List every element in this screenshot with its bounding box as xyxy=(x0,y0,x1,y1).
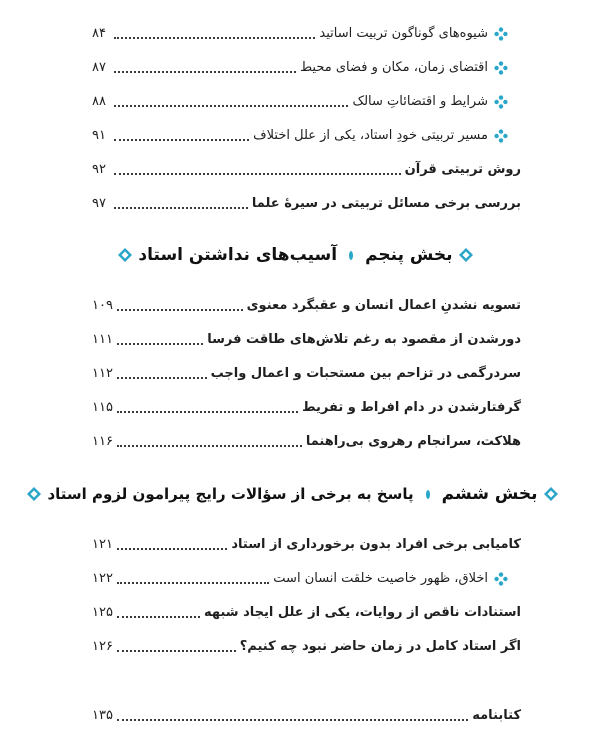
page-number: ۹۷ xyxy=(92,196,106,211)
leader-dots xyxy=(114,139,249,141)
section-ornament-icon xyxy=(459,248,473,262)
toc-entry[interactable] xyxy=(92,158,521,182)
flower-bullet-icon xyxy=(494,95,508,109)
toc-entry[interactable] xyxy=(92,362,521,386)
page-number: ۱۳۵ xyxy=(92,708,113,723)
page-number: ۸۴ xyxy=(92,26,106,41)
toc-entry[interactable] xyxy=(92,601,521,625)
page-number: ۱۱۶ xyxy=(92,434,113,449)
leader-dots xyxy=(114,207,248,209)
flower-bullet-icon xyxy=(494,572,508,586)
toc-entry[interactable] xyxy=(92,124,508,148)
section-heading xyxy=(47,484,538,504)
toc-entry-bibliography[interactable] xyxy=(92,704,521,728)
page-number: ۱۲۱ xyxy=(92,537,113,552)
toc-entry[interactable] xyxy=(92,396,521,420)
toc-entry-title: شرایط و اقتضائاتِ سالک xyxy=(352,94,488,109)
section-ornament-icon xyxy=(118,248,132,262)
toc-entry-title: کتابنامه xyxy=(472,708,521,723)
leader-dots xyxy=(114,105,348,107)
flower-bullet-icon xyxy=(494,61,508,75)
separator-dot-icon xyxy=(426,490,430,499)
page-number: ۱۱۵ xyxy=(92,400,113,415)
leader-dots xyxy=(117,548,227,550)
toc-entry[interactable] xyxy=(92,328,521,352)
toc-entry-title: هلاکت، سرانجام رهروی بی‌راهنما xyxy=(305,434,521,449)
toc-entry-title: گرفتارشدن در دام افراط و تفریط xyxy=(302,400,521,415)
toc-entry[interactable] xyxy=(92,533,521,557)
leader-dots xyxy=(114,37,315,39)
toc-entry[interactable] xyxy=(92,90,508,114)
leader-dots xyxy=(117,445,302,447)
page-number: ۸۸ xyxy=(92,94,106,109)
toc-entry[interactable] xyxy=(92,430,521,454)
section-heading xyxy=(140,245,451,265)
toc-entry[interactable] xyxy=(92,56,508,80)
toc-entry-title: سردرگمی در تزاحم بین مستحبات و اعمال واجب xyxy=(210,366,521,381)
leader-dots xyxy=(117,616,200,618)
leader-dots xyxy=(117,377,207,379)
toc-entry-title: بررسی برخی مسائل تربیتی در سیرهٔ علما xyxy=(251,196,521,211)
leader-dots xyxy=(117,650,236,652)
toc-entry[interactable] xyxy=(92,635,521,659)
leader-dots xyxy=(117,411,298,413)
page-number: ۱۲۲ xyxy=(92,571,113,586)
page-number: ۱۱۲ xyxy=(92,366,113,381)
toc-entry-title: اقتضای زمان، مکان و فضای محیط xyxy=(300,60,488,75)
toc-entry[interactable] xyxy=(92,567,508,591)
leader-dots xyxy=(114,71,296,73)
toc-entry-title: شیوه‌های گوناگون تربیت اساتید xyxy=(319,26,488,41)
page-number: ۸۷ xyxy=(92,60,106,75)
page-number: ۱۱۱ xyxy=(92,332,113,347)
toc-entry-title: مسیر تربیتی خودِ استاد، یکی از علل اختلاف xyxy=(253,128,488,143)
leader-dots xyxy=(117,719,468,721)
toc-entry[interactable] xyxy=(92,192,521,216)
toc-entry-title: روش تربیتی قرآن xyxy=(404,162,521,177)
separator-dot-icon xyxy=(349,251,353,260)
page-number: ۹۱ xyxy=(92,128,106,143)
leader-dots xyxy=(117,309,243,311)
toc-entry-title: اگر استاد کامل در زمان حاضر نبود چه کنیم؟ xyxy=(239,639,521,654)
page-number: ۹۲ xyxy=(92,162,106,177)
section-ornament-icon xyxy=(27,487,41,501)
section-title: پاسخ به برخی از سؤالات رایج پیرامون لزوم استاد xyxy=(47,485,414,503)
page-number: ۱۰۹ xyxy=(92,298,113,313)
page-number: ۱۲۶ xyxy=(92,639,113,654)
toc-entry[interactable] xyxy=(92,294,521,318)
leader-dots xyxy=(117,343,203,345)
page-number: ۱۲۵ xyxy=(92,605,113,620)
flower-bullet-icon xyxy=(494,129,508,143)
section-ornament-icon xyxy=(544,487,558,501)
flower-bullet-icon xyxy=(494,27,508,41)
leader-dots xyxy=(117,582,269,584)
leader-dots xyxy=(114,173,401,175)
section-part-label: بخش ششم xyxy=(441,484,538,504)
toc-entry-title: استنادات ناقص از روایات، یکی از علل ایجاد شبهه xyxy=(203,605,521,620)
toc-entry-title: تسویه نشدنِ اعمال انسان و عقبگرد معنوی xyxy=(246,298,521,313)
toc-entry-title: کامیابی برخی افراد بدون برخورداری از استاد xyxy=(231,537,521,552)
toc-entry[interactable] xyxy=(92,22,508,46)
toc-entry-title: اخلاق، ظهور خاصیت خلقت انسان است xyxy=(273,571,488,586)
toc-entry-title: دورشدن از مقصود به رغم تلاش‌های طاقت فرسا xyxy=(207,332,521,347)
section-part-label: بخش پنجم xyxy=(365,245,453,265)
section-title: آسیب‌های نداشتن استاد xyxy=(138,245,338,265)
